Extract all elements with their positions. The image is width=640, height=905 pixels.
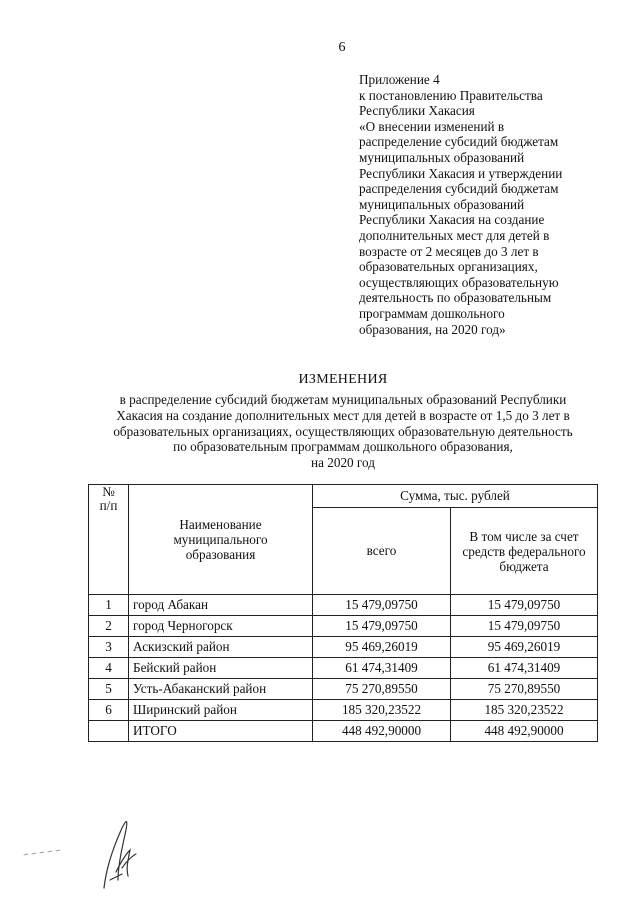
subsidy-table (88, 484, 598, 742)
table-row (89, 658, 598, 679)
appendix-line: программам дошкольного (359, 305, 505, 321)
table-row (89, 595, 598, 616)
appendix-line: образования, на 2020 год» (359, 321, 506, 337)
appendix-line: муниципальных образований (359, 196, 525, 212)
appendix-line: распределения субсидий бюджетам (359, 181, 559, 197)
row-federal: 61 474,31409 (451, 658, 598, 679)
table-row (89, 637, 598, 658)
row-federal: 15 479,09750 (451, 616, 598, 637)
appendix-line: «О внесении изменений в (359, 118, 505, 134)
row-federal: 185 320,23522 (451, 700, 598, 721)
row-num: 1 (89, 595, 129, 616)
table-row (89, 616, 598, 637)
header-federal: В том числе за счет средств федерального бюджета (451, 508, 598, 595)
table-total-row (89, 721, 598, 742)
row-federal: 15 479,09750 (451, 595, 598, 616)
appendix-block (359, 72, 609, 337)
subtitle-line: образовательных организациях, осуществляющих образовательную деятельность (113, 423, 573, 439)
row-num: 4 (89, 658, 129, 679)
row-name: Усть-Абаканский район (129, 679, 313, 700)
row-num: 2 (89, 616, 129, 637)
document-title: ИЗМЕНЕНИЯ (298, 372, 388, 387)
row-total: 15 479,09750 (313, 616, 451, 637)
row-total: 61 474,31409 (313, 658, 451, 679)
appendix-line: деятельность по образовательным (359, 290, 552, 306)
subtitle-line: на 2020 год (311, 455, 375, 471)
appendix-line: Республики Хакасия и утверждении (359, 165, 563, 181)
row-name: Ширинский район (129, 700, 313, 721)
appendix-line: к постановлению Правительства (359, 87, 543, 103)
total-sum: 448 492,90000 (313, 721, 451, 742)
total-federal: 448 492,90000 (451, 721, 598, 742)
appendix-line: возрасте от 2 месяцев до 3 лет в (359, 243, 539, 259)
row-num: 5 (89, 679, 129, 700)
header-sum: Сумма, тыс. рублей (313, 485, 598, 508)
row-name: город Черногорск (129, 616, 313, 637)
document-subtitle (88, 392, 598, 471)
signature (22, 810, 142, 890)
total-num (89, 721, 129, 742)
total-label: ИТОГО (129, 721, 313, 742)
appendix-line: осуществляющих образовательную (359, 274, 559, 290)
appendix-line: Приложение 4 (359, 72, 440, 87)
row-federal: 95 469,26019 (451, 637, 598, 658)
appendix-line: Республики Хакасия (359, 103, 475, 119)
table-row (89, 679, 598, 700)
row-num: 3 (89, 637, 129, 658)
row-name: Бейский район (129, 658, 313, 679)
appendix-line: Республики Хакасия на создание (359, 212, 545, 228)
row-federal: 75 270,89550 (451, 679, 598, 700)
subtitle-line: в распределение субсидий бюджетам муниципальных образований Республики (119, 392, 567, 407)
appendix-line: муниципальных образований (359, 149, 525, 165)
appendix-line: распределение субсидий бюджетам (359, 134, 559, 150)
header-name: Наименование муниципального образования (129, 485, 313, 595)
header-total: всего (313, 508, 451, 595)
row-name: город Абакан (129, 595, 313, 616)
row-total: 95 469,26019 (313, 637, 451, 658)
subtitle-line: Хакасия на создание дополнительных мест для детей в возрасте от 1,5 до 3 лет в (116, 407, 570, 423)
row-num: 6 (89, 700, 129, 721)
row-total: 185 320,23522 (313, 700, 451, 721)
page-number: 6 (338, 40, 346, 55)
appendix-line: дополнительных мест для детей в (359, 227, 550, 243)
subtitle-line: по образовательным программам дошкольного образования, (173, 439, 513, 455)
row-total: 15 479,09750 (313, 595, 451, 616)
row-total: 75 270,89550 (313, 679, 451, 700)
appendix-line: образовательных организациях, (359, 259, 538, 275)
header-num: № п/п (89, 485, 129, 595)
row-name: Аскизский район (129, 637, 313, 658)
table-row (89, 700, 598, 721)
